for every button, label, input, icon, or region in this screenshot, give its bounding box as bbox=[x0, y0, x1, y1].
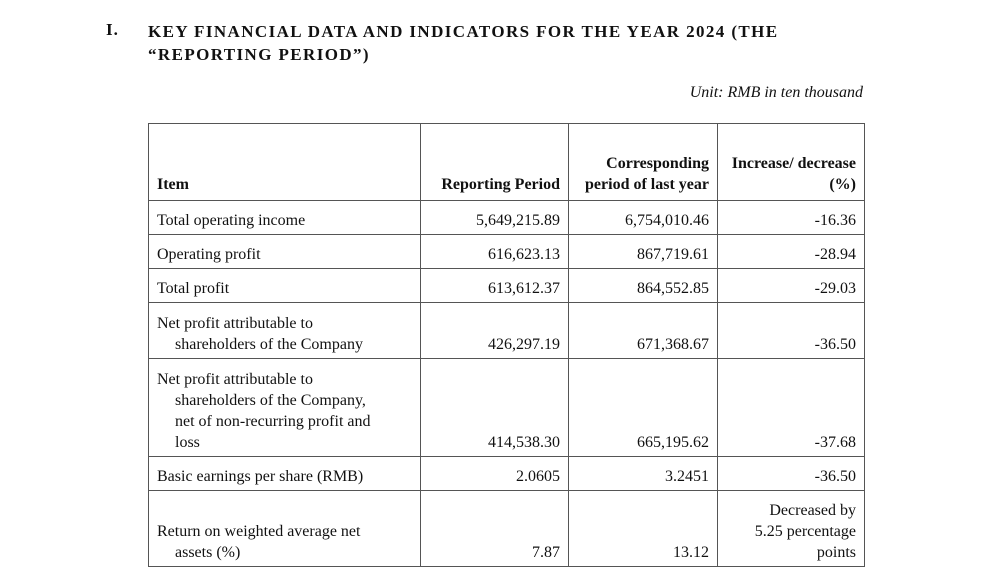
item-line: Basic earnings per share (RMB) bbox=[157, 468, 364, 485]
item-line: loss bbox=[175, 434, 200, 451]
item-line: Total profit bbox=[157, 280, 230, 297]
item-line: Operating profit bbox=[157, 246, 261, 263]
table-row bbox=[149, 269, 865, 303]
change-value bbox=[718, 201, 865, 235]
change-line: -36.50 bbox=[814, 468, 856, 485]
change-line: -37.68 bbox=[814, 434, 856, 451]
change-value bbox=[718, 303, 865, 359]
row-item bbox=[149, 303, 421, 359]
item-line: Net profit attributable to bbox=[157, 315, 313, 332]
change-value bbox=[718, 269, 865, 303]
table-header-row bbox=[149, 124, 865, 201]
reporting-value: 414,538.30 bbox=[421, 359, 569, 457]
table-row bbox=[149, 359, 865, 457]
table-row bbox=[149, 201, 865, 235]
last-year-value: 6,754,010.46 bbox=[569, 201, 718, 235]
change-value bbox=[718, 491, 865, 567]
row-item bbox=[149, 457, 421, 491]
change-line: -28.94 bbox=[814, 246, 856, 263]
header-change: Increase/ decrease (%) bbox=[718, 124, 865, 201]
change-line: -16.36 bbox=[814, 212, 856, 229]
row-item bbox=[149, 491, 421, 567]
reporting-value: 613,612.37 bbox=[421, 269, 569, 303]
row-item bbox=[149, 269, 421, 303]
last-year-value: 665,195.62 bbox=[569, 359, 718, 457]
item-line: Net profit attributable to bbox=[157, 371, 313, 388]
header-last-year: Corresponding period of last year bbox=[569, 124, 718, 201]
header-item: Item bbox=[149, 124, 421, 201]
row-item bbox=[149, 235, 421, 269]
item-line: Return on weighted average net bbox=[157, 523, 361, 540]
row-item bbox=[149, 359, 421, 457]
change-line: -36.50 bbox=[814, 336, 856, 353]
unit-label: Unit: RMB in ten thousand bbox=[689, 84, 863, 101]
item-line: assets (%) bbox=[175, 544, 241, 561]
change-value bbox=[718, 235, 865, 269]
change-line: -29.03 bbox=[814, 280, 856, 297]
table-row bbox=[149, 491, 865, 567]
reporting-value: 2.0605 bbox=[421, 457, 569, 491]
change-line: 5.25 percentage bbox=[754, 523, 856, 540]
table-row bbox=[149, 303, 865, 359]
reporting-value: 426,297.19 bbox=[421, 303, 569, 359]
table-row bbox=[149, 235, 865, 269]
item-line: shareholders of the Company, bbox=[175, 392, 366, 409]
reporting-value: 7.87 bbox=[421, 491, 569, 567]
financial-data-table bbox=[148, 123, 865, 567]
item-line: shareholders of the Company bbox=[175, 336, 363, 353]
last-year-value: 867,719.61 bbox=[569, 235, 718, 269]
reporting-value: 616,623.13 bbox=[421, 235, 569, 269]
change-line: points bbox=[816, 544, 856, 561]
item-line: Total operating income bbox=[157, 212, 306, 229]
last-year-value: 864,552.85 bbox=[569, 269, 718, 303]
table-row bbox=[149, 457, 865, 491]
section-title: KEY FINANCIAL DATA AND INDICATORS FOR THE YEAR 2024 (THE “REPORTING PERIOD”) bbox=[148, 22, 779, 64]
change-value bbox=[718, 457, 865, 491]
reporting-value: 5,649,215.89 bbox=[421, 201, 569, 235]
header-reporting-period: Reporting Period bbox=[421, 124, 569, 201]
last-year-value: 13.12 bbox=[569, 491, 718, 567]
item-line: net of non-recurring profit and bbox=[175, 413, 371, 430]
last-year-value: 671,368.67 bbox=[569, 303, 718, 359]
row-item bbox=[149, 201, 421, 235]
last-year-value: 3.2451 bbox=[569, 457, 718, 491]
section-number: I. bbox=[106, 20, 119, 39]
change-line: Decreased by bbox=[769, 502, 856, 519]
change-value bbox=[718, 359, 865, 457]
